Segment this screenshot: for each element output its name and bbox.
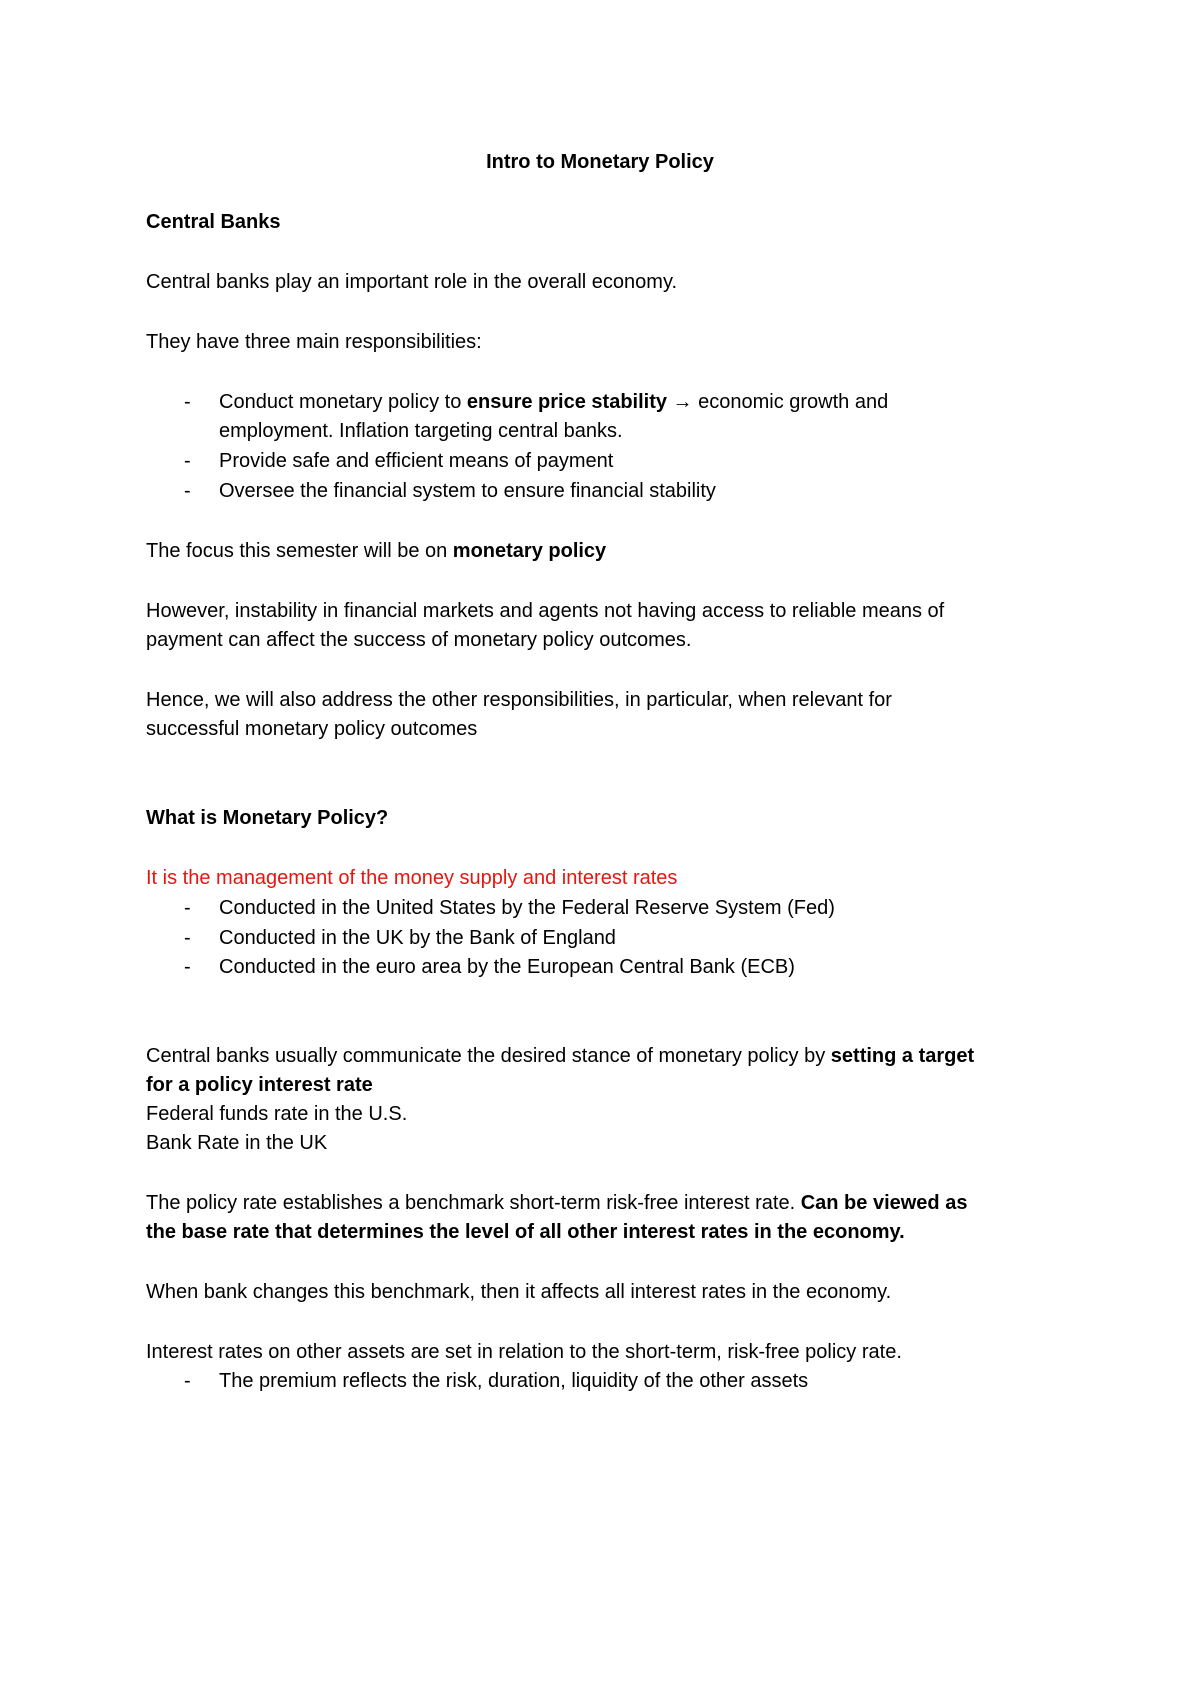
list-bullet-dash: - — [184, 1370, 191, 1392]
list-bullet-dash: - — [184, 956, 191, 978]
emphasis-text: ensure price stability — [466, 391, 667, 413]
paragraph-focus — [146, 539, 606, 563]
list-bullet-dash: - — [184, 391, 191, 413]
paragraph-benchmark-line-2: the base rate that determines the level of all other interest rates in the economy. — [146, 1221, 905, 1243]
paragraph-bank-rate: Bank Rate in the UK — [146, 1132, 328, 1154]
paragraph-text: The focus this semester will be on — [146, 540, 453, 562]
list-item-bank-of-england: Conducted in the UK by the Bank of England — [219, 927, 616, 949]
list-item-fed: Conducted in the United States by the Federal Reserve System (Fed) — [219, 897, 835, 919]
section-heading-central-banks: Central Banks — [146, 211, 281, 233]
paragraph-other-assets: Interest rates on other assets are set in relation to the short-term, risk-free policy rate. — [146, 1341, 902, 1363]
list-item-text: Conduct monetary policy to — [219, 391, 467, 413]
definition-highlight: It is the management of the money supply and interest rates — [146, 867, 678, 889]
list-item-premium: The premium reflects the risk, duration, liquidity of the other assets — [219, 1370, 809, 1392]
paragraph-however-line-2: payment can affect the success of monetary policy outcomes. — [146, 629, 692, 651]
list-item-responsibility-3: Oversee the financial system to ensure financial stability — [219, 480, 716, 502]
emphasis-text: setting a target — [830, 1045, 975, 1067]
paragraph-responsibilities-intro: They have three main responsibilities: — [146, 331, 482, 353]
paragraph-text: Central banks usually communicate the desired stance of monetary policy by — [146, 1045, 831, 1067]
paragraph-hence-line-1: Hence, we will also address the other responsibilities, in particular, when relevant for — [146, 689, 892, 711]
paragraph-usually-line-1 — [146, 1044, 974, 1068]
paragraph-benchmark-line-1 — [146, 1191, 967, 1215]
paragraph-usually-line-2: for a policy interest rate — [146, 1074, 373, 1096]
emphasis-text: Can be viewed as — [800, 1192, 968, 1214]
list-item-responsibility-2: Provide safe and efficient means of payment — [219, 450, 614, 472]
paragraph-hence-line-2: successful monetary policy outcomes — [146, 718, 478, 740]
list-bullet-dash: - — [184, 927, 191, 949]
paragraph-central-banks-role: Central banks play an important role in the overall economy. — [146, 271, 678, 293]
list-item-responsibility-1-cont: employment. Inflation targeting central banks. — [219, 420, 623, 442]
list-bullet-dash: - — [184, 450, 191, 472]
section-heading-what-is-monetary-policy: What is Monetary Policy? — [146, 807, 389, 829]
list-item-text: → economic growth and — [666, 391, 889, 413]
paragraph-text: The policy rate establishes a benchmark short-term risk-free interest rate. — [146, 1192, 801, 1214]
page-title: Intro to Monetary Policy — [486, 151, 714, 173]
list-item-responsibility-1 — [219, 390, 888, 414]
emphasis-text: monetary policy — [452, 540, 607, 562]
list-item-ecb: Conducted in the euro area by the European Central Bank (ECB) — [219, 956, 795, 978]
paragraph-however-line-1: However, instability in financial markets and agents not having access to reliable means of — [146, 600, 945, 622]
list-bullet-dash: - — [184, 480, 191, 502]
list-bullet-dash: - — [184, 897, 191, 919]
paragraph-federal-funds-rate: Federal funds rate in the U.S. — [146, 1103, 408, 1125]
paragraph-when-bank-changes: When bank changes this benchmark, then it affects all interest rates in the economy. — [146, 1281, 892, 1303]
